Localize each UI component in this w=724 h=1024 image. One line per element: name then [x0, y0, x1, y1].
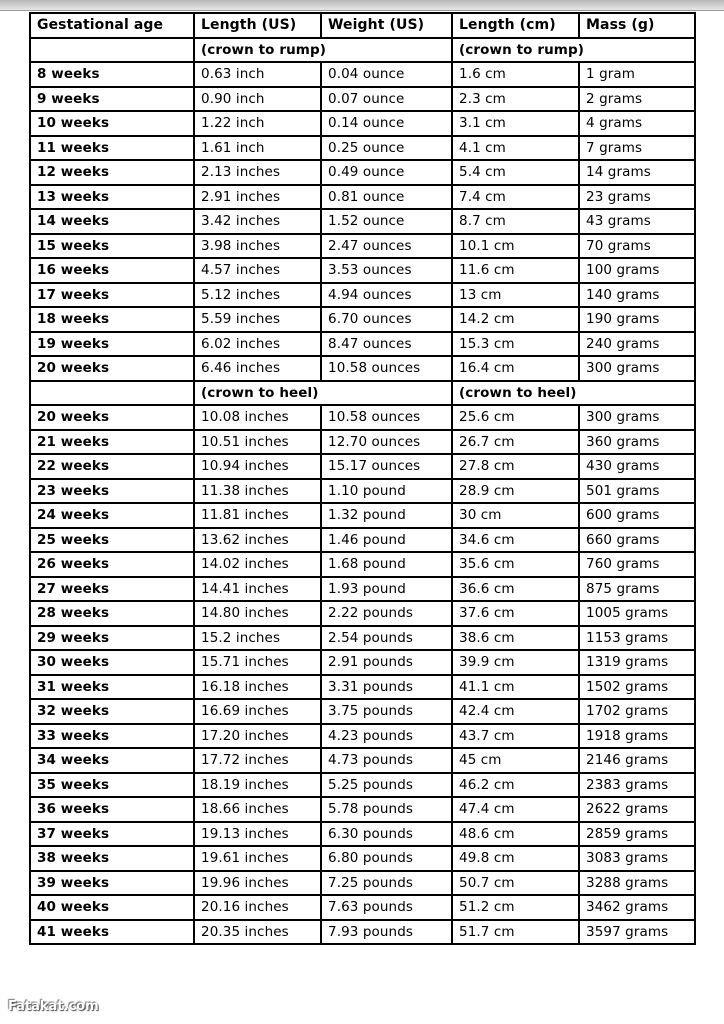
- cell-length-us: 5.59 inches: [194, 307, 321, 332]
- cell-length-us: 15.2 inches: [194, 626, 321, 651]
- table-row: [30, 846, 695, 871]
- cell-gestational-age: 18 weeks: [30, 307, 194, 332]
- section-label-us: (crown to heel): [194, 381, 452, 406]
- cell-weight-us: 6.70 ounces: [321, 307, 452, 332]
- cell-length-cm: 5.4 cm: [452, 160, 579, 185]
- cell-length-cm: 37.6 cm: [452, 601, 579, 626]
- cell-length-us: 0.63 inch: [194, 62, 321, 87]
- cell-length-us: 6.46 inches: [194, 356, 321, 381]
- cell-weight-us: 7.63 pounds: [321, 895, 452, 920]
- cell-length-us: 14.80 inches: [194, 601, 321, 626]
- cell-mass-g: 2859 grams: [579, 822, 695, 847]
- table-row: [30, 773, 695, 798]
- section-empty-cell: [30, 381, 194, 406]
- cell-length-cm: 16.4 cm: [452, 356, 579, 381]
- section-label-us: (crown to rump): [194, 38, 452, 63]
- cell-length-cm: 39.9 cm: [452, 650, 579, 675]
- table-row: [30, 748, 695, 773]
- cell-mass-g: 430 grams: [579, 454, 695, 479]
- table-row: [30, 920, 695, 945]
- table-body: [30, 38, 695, 945]
- cell-length-cm: 46.2 cm: [452, 773, 579, 798]
- cell-length-us: 20.16 inches: [194, 895, 321, 920]
- cell-gestational-age: 15 weeks: [30, 234, 194, 259]
- cell-weight-us: 0.81 ounce: [321, 185, 452, 210]
- cell-weight-us: 15.17 ounces: [321, 454, 452, 479]
- cell-length-cm: 41.1 cm: [452, 675, 579, 700]
- cell-length-cm: 8.7 cm: [452, 209, 579, 234]
- header-row: [30, 13, 695, 38]
- cell-weight-us: 1.52 ounce: [321, 209, 452, 234]
- cell-gestational-age: 8 weeks: [30, 62, 194, 87]
- cell-mass-g: 3597 grams: [579, 920, 695, 945]
- cell-length-cm: 51.2 cm: [452, 895, 579, 920]
- table-row: [30, 160, 695, 185]
- cell-length-cm: 45 cm: [452, 748, 579, 773]
- cell-gestational-age: 34 weeks: [30, 748, 194, 773]
- cell-length-cm: 11.6 cm: [452, 258, 579, 283]
- cell-gestational-age: 41 weeks: [30, 920, 194, 945]
- cell-mass-g: 1502 grams: [579, 675, 695, 700]
- table-row: [30, 258, 695, 283]
- cell-gestational-age: 11 weeks: [30, 136, 194, 161]
- cell-length-us: 1.61 inch: [194, 136, 321, 161]
- table-row: [30, 650, 695, 675]
- table-row: [30, 871, 695, 896]
- cell-length-cm: 1.6 cm: [452, 62, 579, 87]
- table-row: [30, 111, 695, 136]
- table-row: [30, 479, 695, 504]
- cell-gestational-age: 17 weeks: [30, 283, 194, 308]
- cell-gestational-age: 21 weeks: [30, 430, 194, 455]
- table-row: [30, 626, 695, 651]
- cell-mass-g: 1005 grams: [579, 601, 695, 626]
- cell-length-us: 5.12 inches: [194, 283, 321, 308]
- cell-gestational-age: 14 weeks: [30, 209, 194, 234]
- cell-mass-g: 660 grams: [579, 528, 695, 553]
- cell-weight-us: 6.80 pounds: [321, 846, 452, 871]
- cell-weight-us: 1.93 pound: [321, 577, 452, 602]
- cell-length-us: 15.71 inches: [194, 650, 321, 675]
- cell-weight-us: 1.32 pound: [321, 503, 452, 528]
- header-length-us: Length (US): [194, 13, 321, 38]
- cell-length-us: 2.13 inches: [194, 160, 321, 185]
- cell-weight-us: 2.91 pounds: [321, 650, 452, 675]
- cell-gestational-age: 40 weeks: [30, 895, 194, 920]
- window-top-bar: [0, 0, 724, 11]
- table-row: [30, 724, 695, 749]
- cell-length-cm: 14.2 cm: [452, 307, 579, 332]
- cell-mass-g: 140 grams: [579, 283, 695, 308]
- table-row: [30, 87, 695, 112]
- cell-length-cm: 15.3 cm: [452, 332, 579, 357]
- cell-weight-us: 2.47 ounces: [321, 234, 452, 259]
- cell-mass-g: 300 grams: [579, 405, 695, 430]
- cell-weight-us: 8.47 ounces: [321, 332, 452, 357]
- cell-mass-g: 300 grams: [579, 356, 695, 381]
- header-gestational-age: Gestational age: [30, 13, 194, 38]
- cell-length-cm: 35.6 cm: [452, 552, 579, 577]
- cell-length-cm: 36.6 cm: [452, 577, 579, 602]
- cell-weight-us: 12.70 ounces: [321, 430, 452, 455]
- cell-mass-g: 3083 grams: [579, 846, 695, 871]
- section-label-metric: (crown to heel): [452, 381, 695, 406]
- cell-length-cm: 48.6 cm: [452, 822, 579, 847]
- cell-length-us: 14.41 inches: [194, 577, 321, 602]
- cell-weight-us: 1.68 pound: [321, 552, 452, 577]
- table-row: [30, 577, 695, 602]
- cell-length-cm: 10.1 cm: [452, 234, 579, 259]
- table-row: [30, 136, 695, 161]
- cell-weight-us: 3.75 pounds: [321, 699, 452, 724]
- cell-length-us: 19.61 inches: [194, 846, 321, 871]
- cell-gestational-age: 29 weeks: [30, 626, 194, 651]
- cell-mass-g: 2622 grams: [579, 797, 695, 822]
- cell-weight-us: 0.14 ounce: [321, 111, 452, 136]
- cell-mass-g: 3462 grams: [579, 895, 695, 920]
- table-row: [30, 405, 695, 430]
- cell-length-us: 11.38 inches: [194, 479, 321, 504]
- watermark: Fatakat.com: [8, 999, 99, 1014]
- cell-length-us: 11.81 inches: [194, 503, 321, 528]
- cell-length-us: 1.22 inch: [194, 111, 321, 136]
- table-row: [30, 209, 695, 234]
- cell-length-us: 2.91 inches: [194, 185, 321, 210]
- cell-weight-us: 0.49 ounce: [321, 160, 452, 185]
- cell-weight-us: 0.04 ounce: [321, 62, 452, 87]
- table-row: [30, 797, 695, 822]
- table-row: [30, 307, 695, 332]
- cell-length-cm: 30 cm: [452, 503, 579, 528]
- cell-weight-us: 1.10 pound: [321, 479, 452, 504]
- cell-mass-g: 3288 grams: [579, 871, 695, 896]
- cell-length-us: 17.72 inches: [194, 748, 321, 773]
- cell-length-cm: 2.3 cm: [452, 87, 579, 112]
- cell-weight-us: 0.07 ounce: [321, 87, 452, 112]
- cell-mass-g: 1918 grams: [579, 724, 695, 749]
- cell-weight-us: 4.23 pounds: [321, 724, 452, 749]
- cell-mass-g: 1319 grams: [579, 650, 695, 675]
- table-row: [30, 62, 695, 87]
- cell-length-us: 13.62 inches: [194, 528, 321, 553]
- cell-mass-g: 1702 grams: [579, 699, 695, 724]
- cell-gestational-age: 23 weeks: [30, 479, 194, 504]
- table-row: [30, 283, 695, 308]
- cell-mass-g: 1153 grams: [579, 626, 695, 651]
- cell-mass-g: 875 grams: [579, 577, 695, 602]
- cell-weight-us: 5.78 pounds: [321, 797, 452, 822]
- table-row: [30, 332, 695, 357]
- table-row: [30, 356, 695, 381]
- cell-length-us: 18.66 inches: [194, 797, 321, 822]
- cell-length-cm: 34.6 cm: [452, 528, 579, 553]
- cell-length-us: 0.90 inch: [194, 87, 321, 112]
- cell-weight-us: 2.54 pounds: [321, 626, 452, 651]
- cell-weight-us: 3.31 pounds: [321, 675, 452, 700]
- table-row: [30, 895, 695, 920]
- cell-length-us: 4.57 inches: [194, 258, 321, 283]
- table-row: [30, 234, 695, 259]
- cell-mass-g: 4 grams: [579, 111, 695, 136]
- cell-weight-us: 1.46 pound: [321, 528, 452, 553]
- cell-gestational-age: 9 weeks: [30, 87, 194, 112]
- cell-weight-us: 7.25 pounds: [321, 871, 452, 896]
- cell-length-cm: 7.4 cm: [452, 185, 579, 210]
- table-row: [30, 454, 695, 479]
- cell-gestational-age: 36 weeks: [30, 797, 194, 822]
- cell-weight-us: 3.53 ounces: [321, 258, 452, 283]
- cell-mass-g: 760 grams: [579, 552, 695, 577]
- cell-gestational-age: 16 weeks: [30, 258, 194, 283]
- cell-gestational-age: 28 weeks: [30, 601, 194, 626]
- cell-weight-us: 2.22 pounds: [321, 601, 452, 626]
- cell-gestational-age: 24 weeks: [30, 503, 194, 528]
- cell-mass-g: 100 grams: [579, 258, 695, 283]
- section-header-row: [30, 381, 695, 406]
- cell-length-us: 20.35 inches: [194, 920, 321, 945]
- cell-length-cm: 4.1 cm: [452, 136, 579, 161]
- cell-gestational-age: 19 weeks: [30, 332, 194, 357]
- cell-length-cm: 28.9 cm: [452, 479, 579, 504]
- table-row: [30, 699, 695, 724]
- cell-length-us: 17.20 inches: [194, 724, 321, 749]
- cell-weight-us: 10.58 ounces: [321, 405, 452, 430]
- cell-mass-g: 70 grams: [579, 234, 695, 259]
- cell-gestational-age: 12 weeks: [30, 160, 194, 185]
- cell-length-us: 14.02 inches: [194, 552, 321, 577]
- cell-length-cm: 50.7 cm: [452, 871, 579, 896]
- header-weight-us: Weight (US): [321, 13, 452, 38]
- fetal-growth-table: [29, 12, 696, 945]
- cell-mass-g: 501 grams: [579, 479, 695, 504]
- cell-length-us: 6.02 inches: [194, 332, 321, 357]
- cell-mass-g: 43 grams: [579, 209, 695, 234]
- table-row: [30, 601, 695, 626]
- cell-length-cm: 49.8 cm: [452, 846, 579, 871]
- cell-length-us: 18.19 inches: [194, 773, 321, 798]
- cell-length-us: 19.13 inches: [194, 822, 321, 847]
- cell-weight-us: 6.30 pounds: [321, 822, 452, 847]
- cell-gestational-age: 10 weeks: [30, 111, 194, 136]
- cell-length-cm: 51.7 cm: [452, 920, 579, 945]
- cell-weight-us: 10.58 ounces: [321, 356, 452, 381]
- cell-length-cm: 42.4 cm: [452, 699, 579, 724]
- section-header-row: [30, 38, 695, 63]
- cell-length-cm: 3.1 cm: [452, 111, 579, 136]
- cell-length-us: 3.98 inches: [194, 234, 321, 259]
- cell-gestational-age: 27 weeks: [30, 577, 194, 602]
- cell-gestational-age: 20 weeks: [30, 405, 194, 430]
- cell-length-us: 16.18 inches: [194, 675, 321, 700]
- cell-mass-g: 360 grams: [579, 430, 695, 455]
- cell-weight-us: 4.94 ounces: [321, 283, 452, 308]
- header-mass-g: Mass (g): [579, 13, 695, 38]
- cell-gestational-age: 30 weeks: [30, 650, 194, 675]
- cell-gestational-age: 31 weeks: [30, 675, 194, 700]
- cell-length-cm: 43.7 cm: [452, 724, 579, 749]
- header-length-cm: Length (cm): [452, 13, 579, 38]
- cell-gestational-age: 35 weeks: [30, 773, 194, 798]
- cell-mass-g: 7 grams: [579, 136, 695, 161]
- cell-weight-us: 0.25 ounce: [321, 136, 452, 161]
- cell-gestational-age: 25 weeks: [30, 528, 194, 553]
- cell-mass-g: 14 grams: [579, 160, 695, 185]
- cell-gestational-age: 32 weeks: [30, 699, 194, 724]
- cell-length-us: 3.42 inches: [194, 209, 321, 234]
- cell-mass-g: 2383 grams: [579, 773, 695, 798]
- cell-gestational-age: 22 weeks: [30, 454, 194, 479]
- cell-length-us: 10.51 inches: [194, 430, 321, 455]
- cell-mass-g: 2 grams: [579, 87, 695, 112]
- table-row: [30, 503, 695, 528]
- table-row: [30, 430, 695, 455]
- cell-weight-us: 7.93 pounds: [321, 920, 452, 945]
- cell-weight-us: 4.73 pounds: [321, 748, 452, 773]
- cell-mass-g: 23 grams: [579, 185, 695, 210]
- cell-gestational-age: 33 weeks: [30, 724, 194, 749]
- table-row: [30, 528, 695, 553]
- cell-gestational-age: 37 weeks: [30, 822, 194, 847]
- cell-gestational-age: 39 weeks: [30, 871, 194, 896]
- cell-length-cm: 26.7 cm: [452, 430, 579, 455]
- table-row: [30, 822, 695, 847]
- cell-mass-g: 1 gram: [579, 62, 695, 87]
- section-empty-cell: [30, 38, 194, 63]
- table-row: [30, 185, 695, 210]
- cell-length-cm: 27.8 cm: [452, 454, 579, 479]
- cell-length-us: 10.94 inches: [194, 454, 321, 479]
- cell-length-us: 10.08 inches: [194, 405, 321, 430]
- cell-mass-g: 190 grams: [579, 307, 695, 332]
- fetal-growth-table-container: [29, 12, 694, 945]
- cell-mass-g: 240 grams: [579, 332, 695, 357]
- cell-length-cm: 13 cm: [452, 283, 579, 308]
- cell-mass-g: 600 grams: [579, 503, 695, 528]
- cell-length-us: 19.96 inches: [194, 871, 321, 896]
- cell-length-cm: 25.6 cm: [452, 405, 579, 430]
- cell-gestational-age: 26 weeks: [30, 552, 194, 577]
- table-row: [30, 675, 695, 700]
- cell-gestational-age: 38 weeks: [30, 846, 194, 871]
- cell-length-us: 16.69 inches: [194, 699, 321, 724]
- cell-length-cm: 38.6 cm: [452, 626, 579, 651]
- cell-weight-us: 5.25 pounds: [321, 773, 452, 798]
- cell-length-cm: 47.4 cm: [452, 797, 579, 822]
- cell-gestational-age: 20 weeks: [30, 356, 194, 381]
- cell-mass-g: 2146 grams: [579, 748, 695, 773]
- section-label-metric: (crown to rump): [452, 38, 695, 63]
- cell-gestational-age: 13 weeks: [30, 185, 194, 210]
- table-row: [30, 552, 695, 577]
